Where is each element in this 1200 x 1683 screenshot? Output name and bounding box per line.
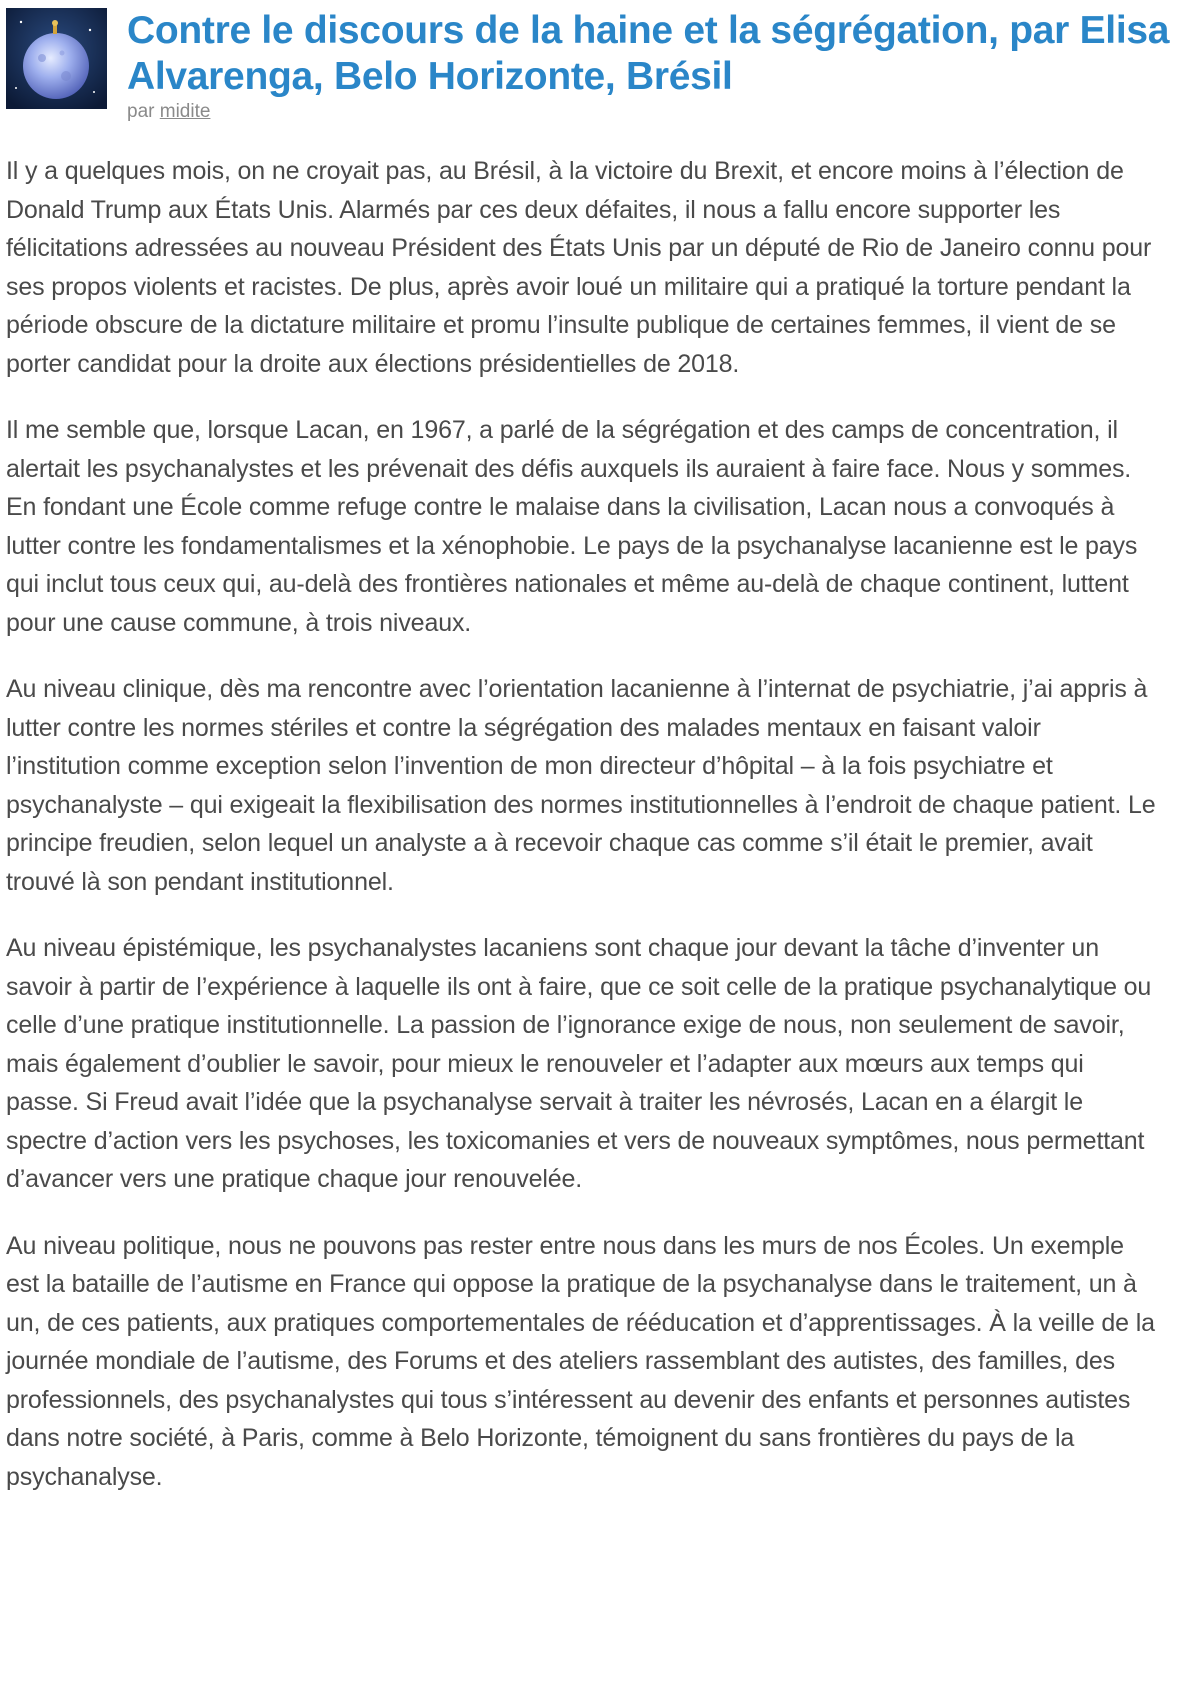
paragraph: Au niveau épistémique, les psychanalystes lacaniens sont chaque jour devant la tâche d’inventer un savoir à partir de l’expérience à laquelle ils ont à faire, que ce soit celle de la pratique psychanalytique ou celle d’une pratique institutionnelle. La passion de l’ignorance exige de nous, non seulement de savoir, mais également d’oublier le savoir, pour mieux le renouveler et l’adapter aux mœurs aux temps qui passe. Si Freud avait l’idée que la psychanalyse servait à traiter les névrosés, Lacan en a élargit le spectre d’action vers les psychoses, les toxicomanies et vers de nouveaux symptômes, nous permettant d’avancer vers une pratique chaque jour renouvelée. bbox=[6, 934, 1152, 1193]
paragraph: Au niveau politique, nous ne pouvons pas rester entre nous dans les murs de nos Écoles. Un exemple est la bataille de l’autisme en France qui oppose la pratique de la psychanalyse dans le traitement, un à un, de ces patients, aux pratiques comportementales de rééducation et d’apprentissages. À la veille de la journée mondiale de l’autisme, des Forums et des ateliers rassemblant des autistes, des familles, des professionnels, des psychanalystes qui tous s’intéressent au devenir des enfants et personnes autistes dans notre société, à Paris, comme à Belo Horizonte, témoignent du sans frontières du pays de la psychanalyse. bbox=[6, 1231, 1155, 1491]
little-planet-icon bbox=[6, 8, 107, 109]
paragraph: Au niveau clinique, dès ma rencontre avec l’orientation lacanienne à l’internat de psychiatrie, j’ai appris à lutter contre les normes stériles et contre la ségrégation des malades mentaux en faisant valoir l’institution comme exception selon l’invention de mon directeur d’hôpital – à la fois psychiatre et psychanalyste – qui exigeait la flexibilisation des normes institutionnelles à l’endroit de chaque patient. Le principe freudien, selon lequel un analyste a à recevoir chaque cas comme s’il était le premier, avait trouvé là son pendant institutionnel. bbox=[6, 675, 1156, 896]
post-header bbox=[6, 8, 1186, 128]
author-link[interactable]: midite bbox=[159, 101, 211, 122]
author-avatar[interactable] bbox=[6, 8, 107, 109]
post-title[interactable]: Contre le discours de la haine et la ségrégation, par Elisa Alvarenga, Belo Horizonte, Brésil bbox=[127, 9, 1170, 98]
byline bbox=[127, 101, 1177, 123]
post-body bbox=[6, 152, 1156, 1524]
byline-prefix: par bbox=[127, 101, 155, 122]
paragraph: Il me semble que, lorsque Lacan, en 1967, a parlé de la ségrégation et des camps de concentration, il alertait les psychanalystes et les prévenait des défis auxquels ils auraient à faire face. Nous y sommes. En fondant une École comme refuge contre le malaise dans la civilisation, Lacan nous a convoqués à lutter contre les fondamentalismes et la xénophobie. Le pays de la psychanalyse lacanienne est le pays qui inclut tous ceux qui, au-delà des frontières nationales et même au-delà de chaque continent, luttent pour une cause commune, à trois niveaux. bbox=[6, 416, 1138, 637]
paragraph: Il y a quelques mois, on ne croyait pas, au Brésil, à la victoire du Brexit, et encore moins à l’élection de Donald Trump aux États Unis. Alarmés par ces deux défaites, il nous a fallu encore supporter les félicitations adressées au nouveau Président des États Unis par un député de Rio de Janeiro connu pour ses propos violents et racistes. De plus, après avoir loué un militaire qui a pratiqué la torture pendant la période obscure de la dictature militaire et promu l’insulte publique de certaines femmes, il vient de se porter candidat pour la droite aux élections présidentielles de 2018. bbox=[6, 157, 1152, 378]
title-block bbox=[127, 8, 1177, 123]
